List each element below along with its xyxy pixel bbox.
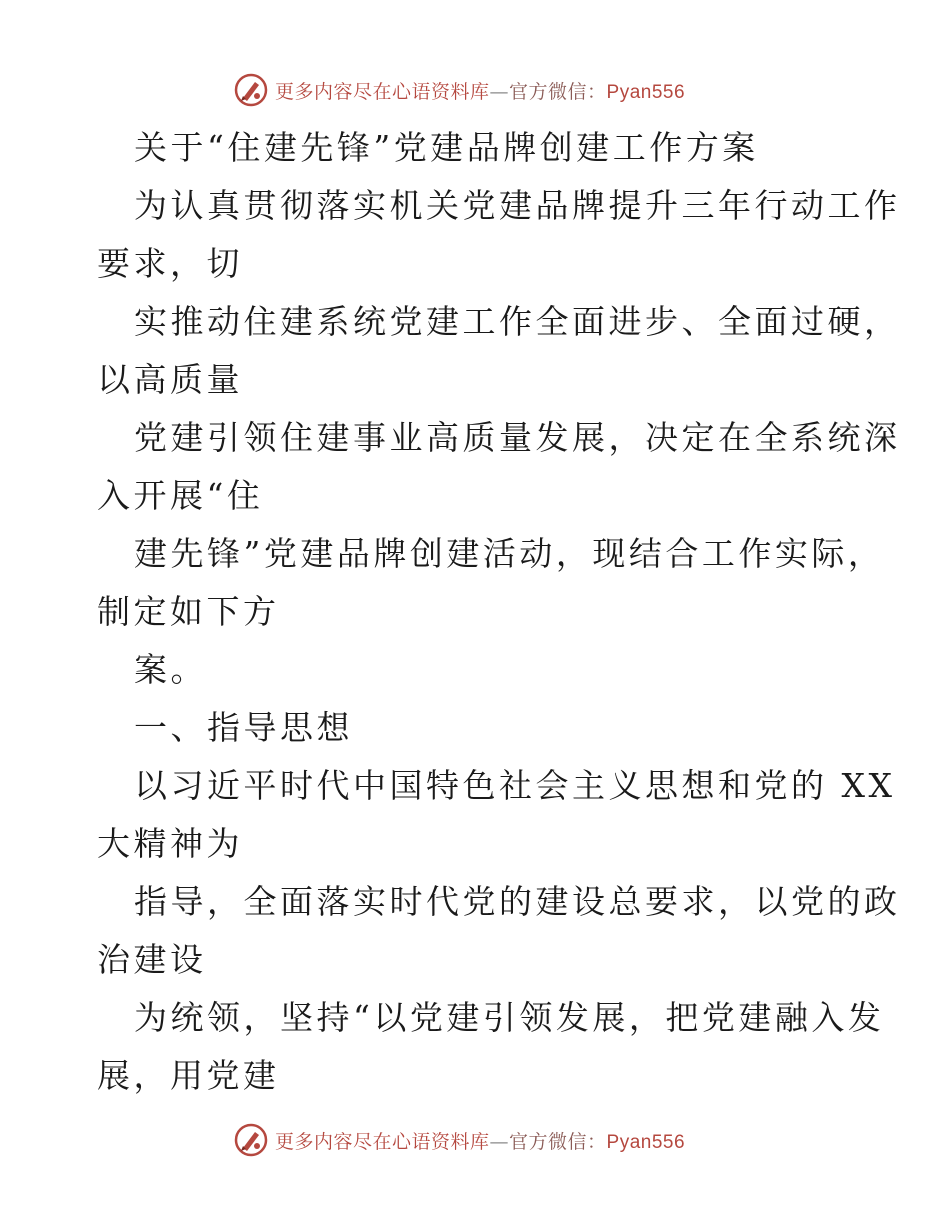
paragraph-line: 治建设 — [97, 940, 207, 979]
pen-seal-logo-icon — [233, 1122, 269, 1158]
banner-dash: — — [489, 80, 510, 103]
paragraph-line: 建先锋”党建品牌创建活动，现结合工作实际， — [134, 534, 885, 573]
paragraph-line: 党建引领住建事业高质量发展，决定在全系统深 — [134, 418, 901, 457]
banner-wechat-label: 官方微信： — [509, 1130, 607, 1153]
footer-banner-text — [275, 1127, 685, 1154]
banner-slogan: 更多内容尽在心语资料库 — [275, 80, 490, 103]
paragraph-line: 以高质量 — [97, 360, 243, 399]
paragraph-line: 实推动住建系统党建工作全面进步、全面过硬， — [134, 302, 901, 341]
paragraph-line: 大精神为 — [97, 824, 243, 863]
paragraph-line: 案。 — [134, 650, 207, 689]
paragraph-line: 为认真贯彻落实机关党建品牌提升三年行动工作 — [134, 186, 901, 225]
paragraph-line: 入开展“住 — [97, 476, 264, 515]
document-title: 关于“住建先锋”党建品牌创建工作方案 — [134, 128, 759, 167]
paragraph-line: 制定如下方 — [97, 592, 280, 631]
banner-account: Pyan556 — [606, 1131, 686, 1153]
paragraph-line: 为统领，坚持“以党建引领发展，把党建融入发 — [134, 998, 885, 1037]
paragraph-line: 要求，切 — [97, 244, 243, 283]
paragraph-line: 展，用党建 — [97, 1056, 280, 1095]
paragraph-line: 以习近平时代中国特色社会主义思想和党的 XX — [134, 766, 896, 805]
banner-wechat-label: 官方微信： — [509, 80, 607, 103]
section-heading: 一、指导思想 — [134, 708, 353, 747]
banner-dash: — — [489, 1130, 510, 1153]
banner-slogan: 更多内容尽在心语资料库 — [275, 1130, 490, 1153]
banner-account: Pyan556 — [606, 81, 686, 103]
paragraph-line: 指导，全面落实时代党的建设总要求，以党的政 — [134, 882, 901, 921]
footer-banner — [233, 1120, 685, 1160]
